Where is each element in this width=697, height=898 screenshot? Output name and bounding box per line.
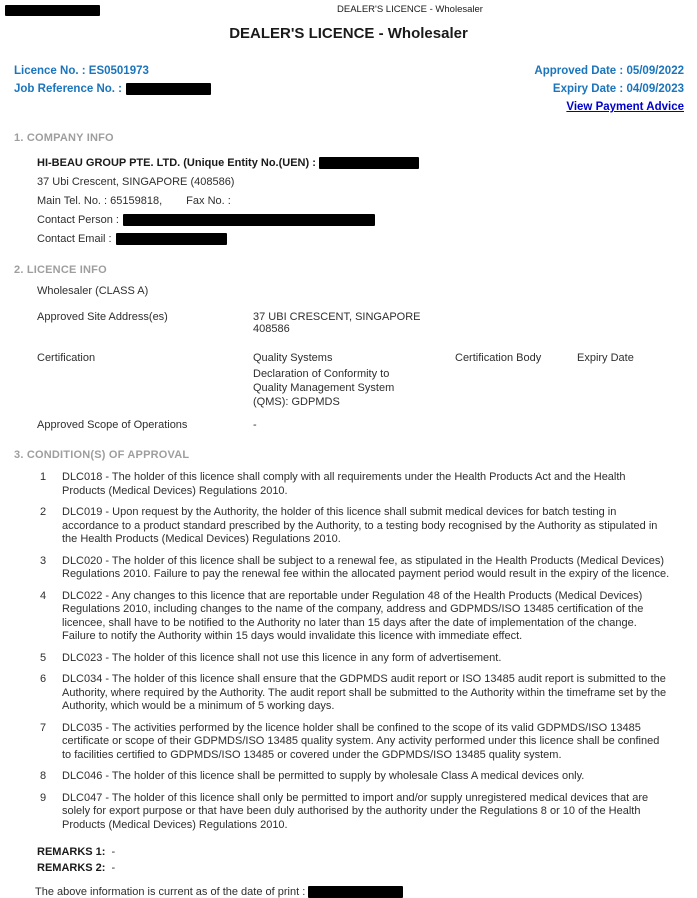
remarks-1-value: - [111, 846, 116, 858]
approved-date-line [534, 62, 684, 80]
condition-text: DLC019 - Upon request by the Authority, the holder of this licence shall submit medical devices for batch testing in accordance to a product standard prescribed by the Authority, to a testing body recognised by the Authority as stipulated in the Health Products (Medical Devices) Regulations 2010. [62, 506, 658, 545]
condition-number: 8 [40, 770, 47, 782]
condition-text: DLC034 - The holder of this licence shall ensure that the GDPMDS audit report or ISO 13485 audit report is submitted to the Authority, where required by the Authority. The audit report shall be submitted to the Authority within the timeframe set by the Authority, which would be a minimum of 5 working days. [62, 673, 667, 712]
document-top-bar [0, 0, 697, 20]
licence-no-line [14, 62, 211, 80]
condition-item [40, 722, 697, 763]
remarks-1-label: REMARKS 1: [37, 846, 106, 858]
date-of-print-label: The above information is current as of the date of print : [35, 886, 306, 898]
section-title-licence-info: 2. LICENCE INFO [14, 264, 107, 276]
condition-item [40, 792, 697, 833]
expiry-date-line [534, 80, 684, 98]
view-payment-advice-link[interactable]: View Payment Advice [566, 101, 684, 113]
certification-table-row [37, 367, 697, 409]
condition-text: DLC047 - The holder of this licence shall only be permitted to import and/or supply unregistered medical devices that are solely for export purpose or that have been duly authorised by the authority under the Regulations 8 or 10 of the Health Products (Medical Devices) Regulations 2010. [62, 791, 649, 831]
remarks-1-row [37, 844, 697, 860]
condition-number: 4 [40, 589, 47, 602]
remarks-2-row [37, 860, 697, 876]
approved-date-value: 05/09/2022 [626, 65, 684, 77]
approved-scope-row [37, 419, 697, 431]
page-title: DEALER'S LICENCE - Wholesaler [229, 25, 468, 42]
condition-text: DLC023 - The holder of this licence shall not use this licence in any form of advertisement. [62, 651, 502, 664]
condition-item [40, 590, 697, 644]
redacted-print-date [308, 886, 403, 898]
condition-text: DLC018 - The holder of this licence shall comply with all requirements under the Health Products Act and the Health Products (Medical Devices) Regulations 2010. [62, 471, 626, 497]
condition-text: DLC020 - The holder of this licence shall be subject to a renewal fee, as stipulated in the Health Products (Medical Devices) Regulations 2010. Failure to pay the renewal fee within the allocated payment period would result in the expiry of the licence. [62, 554, 670, 580]
condition-number: 7 [40, 721, 47, 734]
date-of-print-line [35, 886, 697, 898]
window-doc-title: DEALER'S LICENCE - Wholesaler [337, 4, 483, 15]
conditions-list [40, 471, 697, 832]
condition-item [40, 673, 697, 714]
job-ref-line [14, 80, 211, 98]
condition-number: 1 [40, 471, 47, 483]
company-tel-fax-line [37, 192, 697, 211]
company-name-uen-label: HI-BEAU GROUP PTE. LTD. (Unique Entity No.(UEN) : [37, 157, 316, 169]
contact-email-line [37, 230, 697, 249]
quality-system-value: Declaration of Conformity to Quality Management System (QMS): GDPMDS [253, 368, 395, 408]
condition-item [40, 555, 697, 582]
redacted-contact-person [123, 214, 375, 226]
condition-item [40, 506, 697, 547]
fax-label: Fax No. : [186, 195, 231, 207]
expiry-date-value: 04/09/2023 [626, 83, 684, 95]
redacted-contact-email [116, 233, 227, 245]
condition-number: 6 [40, 673, 47, 685]
licence-no-label: Licence No. : [14, 65, 86, 77]
company-name-line [37, 154, 697, 173]
remarks-2-value: - [111, 862, 116, 874]
col-header-certification: Certification [37, 352, 96, 364]
licence-meta-left [14, 62, 211, 116]
condition-text: DLC046 - The holder of this licence shall be permitted to supply by wholesale Class A medical devices only. [62, 770, 585, 782]
expiry-date-label: Expiry Date : [552, 83, 624, 95]
redacted-uen-value [319, 157, 419, 169]
col-header-certification-body: Certification Body [455, 352, 542, 364]
col-header-quality-systems: Quality Systems [253, 352, 333, 364]
col-header-expiry-date: Expiry Date [577, 352, 634, 364]
condition-number: 2 [40, 506, 47, 518]
scope-label: Approved Scope of Operations [37, 419, 188, 431]
site-address-label: Approved Site Address(es) [37, 311, 168, 323]
licence-class: Wholesaler (CLASS A) [37, 285, 149, 297]
condition-text: DLC022 - Any changes to this licence that are reportable under Regulation 48 of the Health Products (Medical Devices) Regulations 2010, including changes to the name of the company, address and GDPMDS/ISO 13485 certification of the licencee, shall have to be notified to the Authority no later than 15 days after the date of implementation of the change. Failure to notify the Authority within 15 days would invalidate this licence with immediate effect. [62, 589, 644, 642]
company-address: 37 Ubi Crescent, SINGAPORE (408586) [37, 176, 235, 188]
site-address-value: 37 UBI CRESCENT, SINGAPORE 408586 [253, 311, 421, 335]
condition-number: 5 [40, 651, 47, 664]
redacted-header-reference [5, 5, 100, 16]
remarks-block [37, 844, 697, 876]
redacted-job-ref-value [126, 83, 211, 95]
company-info-block [37, 154, 697, 249]
condition-text: DLC035 - The activities performed by the licence holder shall be confined to the scope of its valid GDPMDS/ISO 13485 certificate or scope of their GDPMDS/ISO 13485 quality system. Any activity performed under this licence shall be confined to facilities certified to GDPMDS/ISO 13485 or covered under the GDPMDS/ISO 13485 quality system. [62, 721, 660, 761]
condition-number: 3 [40, 554, 47, 567]
section-title-company-info: 1. COMPANY INFO [14, 132, 114, 144]
contact-person-line [37, 211, 697, 230]
condition-number: 9 [40, 791, 47, 804]
remarks-2-label: REMARKS 2: [37, 862, 106, 874]
licence-meta [14, 62, 684, 116]
approved-site-row [37, 311, 697, 335]
condition-item [40, 471, 697, 498]
main-tel-label: Main Tel. No. : 65159818, [37, 195, 163, 207]
approved-date-label: Approved Date : [534, 65, 624, 77]
condition-item [40, 770, 697, 784]
scope-value: - [253, 419, 257, 431]
licence-no-value: ES0501973 [88, 65, 149, 77]
section-title-conditions: 3. CONDITION(S) OF APPROVAL [14, 449, 190, 461]
certification-table-header [37, 352, 697, 364]
licence-info-block [37, 285, 697, 431]
contact-email-label: Contact Email : [37, 233, 112, 245]
job-ref-label: Job Reference No. : [14, 83, 122, 95]
contact-person-label: Contact Person : [37, 214, 119, 226]
condition-item [40, 652, 697, 666]
licence-meta-right [534, 62, 684, 116]
